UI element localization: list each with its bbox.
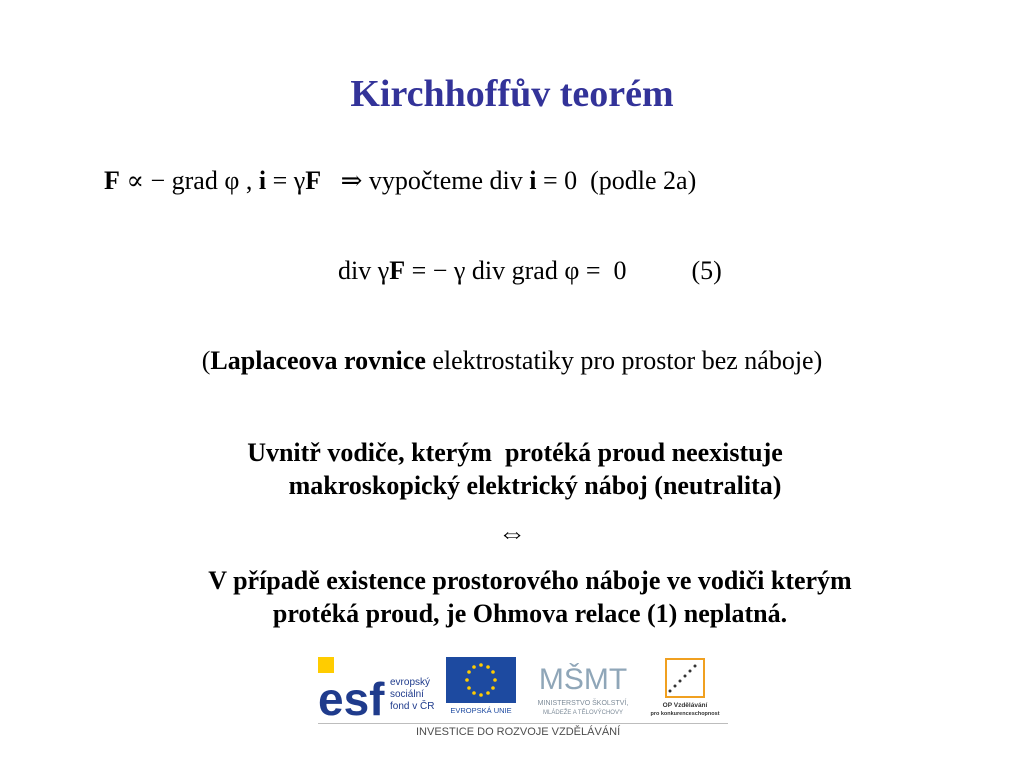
laplace-rest: elektrostatiky pro prostor bez náboje)	[425, 346, 823, 375]
ohm-line-2: protéká proud, je Ohmova relace (1) neplatná.	[272, 599, 788, 628]
neutrality-statement	[100, 436, 930, 502]
vector-i: i	[258, 166, 267, 195]
esf-logo	[318, 657, 438, 717]
esf-letters: esf	[318, 673, 385, 717]
paren-open: (	[201, 346, 211, 375]
equivalence-symbol: ⇔	[498, 518, 526, 549]
implies-text: ⇒ vypočteme div	[321, 166, 530, 195]
vector-F: F	[104, 166, 120, 195]
msmt-text-1: MINISTERSTVO ŠKOLSTVÍ,	[537, 700, 629, 707]
ohm-statement	[90, 564, 970, 630]
equation-line-1	[104, 166, 696, 196]
investment-slogan: INVESTICE DO ROZVOJE VZDĚLÁVÁNÍ	[416, 726, 621, 738]
op-dots-icon	[669, 665, 697, 693]
msmt-mark: MŠMT	[538, 663, 628, 696]
op-vzdelavani-logo	[648, 655, 726, 721]
vector-F-2: F	[305, 166, 322, 195]
eu-label: EVROPSKÁ UNIE	[450, 706, 512, 715]
proportional-grad: ∝ − grad φ ,	[119, 166, 259, 195]
op-text-2: pro konkurenceschopnost	[650, 711, 720, 717]
logo-divider	[318, 723, 728, 724]
neutrality-line-2: makroskopický elektrický náboj (neutralita)	[288, 471, 782, 500]
slide-title: Kirchhoffův teorém	[350, 73, 674, 115]
vector-F-3: F	[389, 256, 406, 285]
op-square-icon	[666, 659, 704, 697]
op-text-1: OP Vzdělávání	[662, 702, 708, 709]
esf-text-2: sociální	[390, 689, 424, 700]
equation-rest: = 0 (podle 2a)	[536, 166, 697, 195]
equation-5: = − γ div grad φ = 0 (5)	[405, 256, 722, 285]
msmt-logo	[524, 655, 642, 717]
laplace-line	[0, 346, 1024, 376]
msmt-text-2: MLÁDEŽE A TĚLOVÝCHOVY	[543, 710, 623, 716]
esf-text-1: evropský	[390, 677, 431, 688]
funding-logos	[318, 655, 728, 745]
div-gamma: div γ	[338, 256, 390, 285]
vector-i-2: i	[529, 166, 537, 195]
ohm-line-1: V případě existence prostorového náboje ve vodiči kterým	[208, 566, 852, 595]
equation-line-2	[338, 256, 722, 286]
neutrality-line-1: Uvnitř vodiče, kterým protéká proud neexistuje	[247, 438, 783, 467]
esf-text-3: fond v ČR	[390, 701, 435, 712]
laplace-term: Laplaceova rovnice	[210, 346, 426, 375]
eu-flag-logo	[446, 657, 516, 715]
equals-gamma: = γ	[266, 166, 306, 195]
